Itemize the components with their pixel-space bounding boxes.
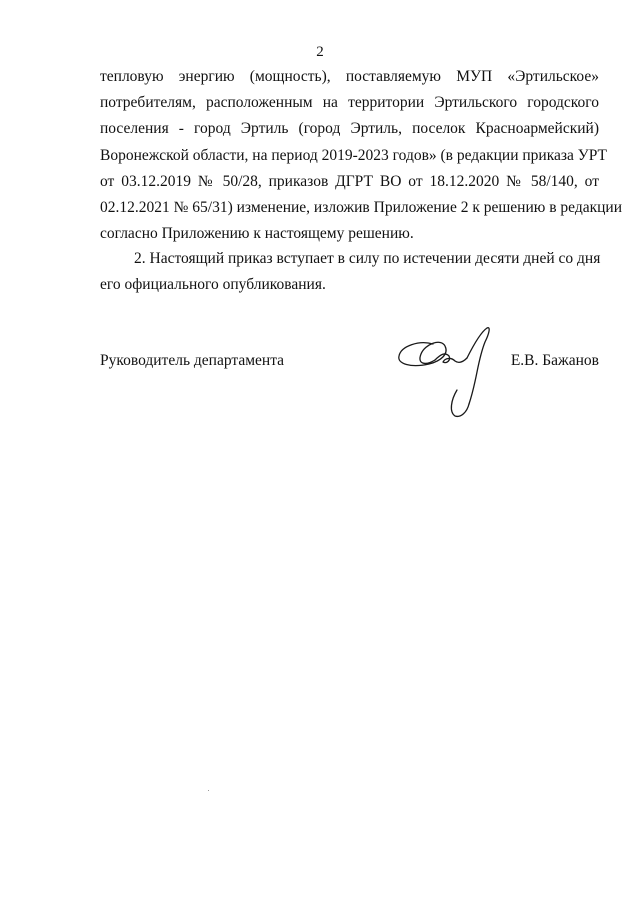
paragraph-effective-date: [100, 246, 599, 298]
paragraph-line: поселения - город Эртиль (город Эртиль, поселок Красноармейский): [100, 120, 599, 138]
paragraph-amendment: [100, 64, 623, 247]
paragraph-line: потребителям, расположенным на территории Эртильского городского: [100, 94, 599, 112]
paragraph-line: 02.12.2021 № 65/31) изменение, изложив Приложение 2 к решению в редакции: [100, 199, 623, 217]
page-number: 2: [316, 44, 324, 60]
paragraph-line: от 03.12.2019 № 50/28, приказов ДГРТ ВО от 18.12.2020 № 58/140, от: [100, 172, 599, 190]
paragraph-line: тепловую энергию (мощность), поставляемую МУП «Эртильское»: [100, 68, 599, 85]
paragraph-line: Воронежской области, на период 2019-2023 годов» (в редакции приказа УРТ: [100, 146, 608, 164]
signature-block: [100, 352, 599, 432]
paragraph-line: согласно Приложению к настоящему решению.: [100, 225, 414, 243]
signer-title: Руководитель департамента: [100, 352, 285, 369]
handwritten-signature: [395, 324, 510, 424]
scan-artifact: [208, 790, 209, 791]
paragraph-line: 2. Настоящий приказ вступает в силу по истечении десяти дней со дня: [134, 250, 601, 267]
paragraph-line: его официального опубликования.: [100, 276, 326, 294]
signer-name: Е.В. Бажанов: [510, 352, 599, 369]
